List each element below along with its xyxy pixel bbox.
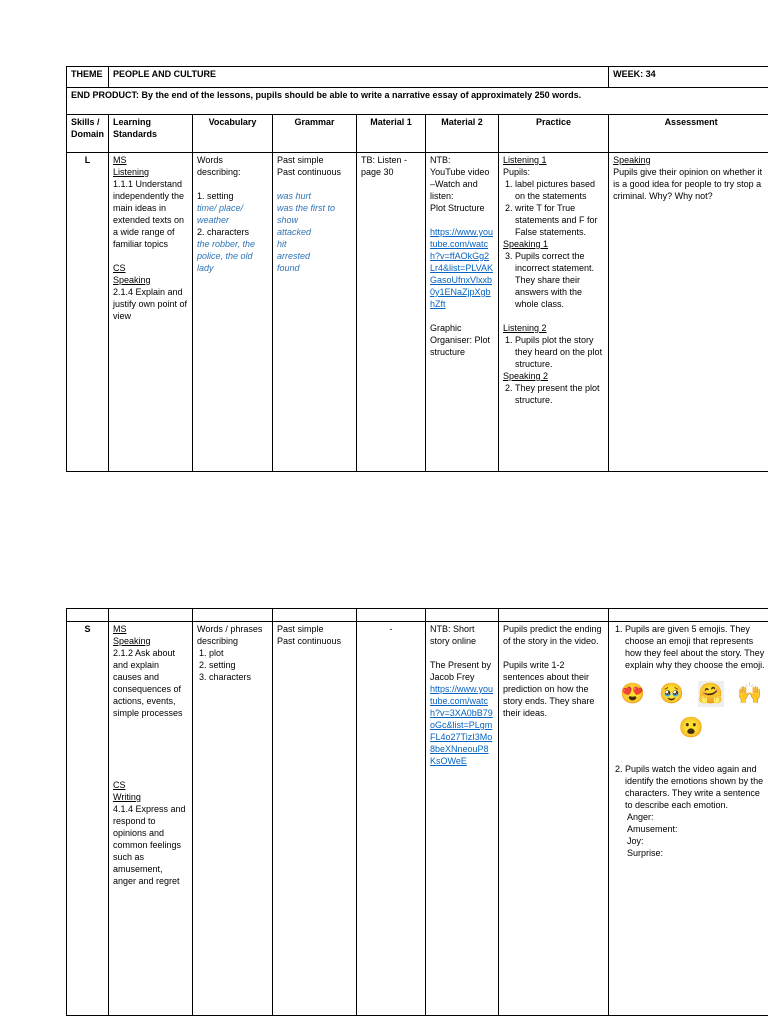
lesson-table-1 <box>66 66 768 472</box>
youtube-link[interactable]: https://www.youtube.com/watch?v=3XA0bB79oGc&list=PLgmFL4o27TizI3Mo8beXNneouP8KsOWeE <box>430 684 494 766</box>
header-grammar: Grammar <box>273 115 357 153</box>
vocab-item: 1. plot <box>209 647 268 659</box>
empty-header-cell <box>426 609 499 622</box>
header-learning-standards: Learning Standards <box>109 115 193 153</box>
practice-heading-listening-1: Listening 1 <box>503 155 547 165</box>
ms-standard: 2.1.2 Ask about and explain causes and consequences of actions, events, simple processes <box>113 648 183 718</box>
material-2-ntb: NTB: <box>430 155 451 165</box>
grammar-example: hit <box>277 239 287 249</box>
header-practice: Practice <box>499 115 609 153</box>
vocab-item: 3. characters <box>209 671 268 683</box>
vocab-item-1-examples: time/ place/ weather <box>197 203 244 225</box>
grammar-cell <box>273 622 357 1016</box>
practice-heading-speaking-1: Speaking 1 <box>503 239 549 249</box>
material-2-cell <box>426 622 499 1016</box>
empty-header-cell <box>273 609 357 622</box>
practice-cell <box>499 622 609 1016</box>
assessment-heading: Speaking <box>613 155 651 165</box>
cs-label: CS <box>113 780 126 790</box>
practice-text-1: Pupils predict the ending of the story in the video. <box>503 624 602 646</box>
grammar-line-2: Past continuous <box>277 167 342 177</box>
vocab-item-2-examples: the robber, the police, the old lady <box>197 239 256 273</box>
grammar-line-1: Past simple <box>277 155 324 165</box>
material-2-cell <box>426 153 499 472</box>
empty-header-cell <box>499 609 609 622</box>
header-material-2: Material 2 <box>426 115 499 153</box>
empty-header-cell <box>193 609 273 622</box>
assessment-cell <box>609 153 768 472</box>
header-assessment: Assessment <box>609 115 768 153</box>
practice-item: 2. They present the plot structure. <box>515 382 604 406</box>
grammar-example: attacked <box>277 227 312 237</box>
grammar-example: found <box>277 263 300 273</box>
end-product: END PRODUCT: By the end of the lessons, pupils should be able to write a narrative essay of approximately 250 words. <box>67 88 768 115</box>
cs-label: CS <box>113 263 126 273</box>
hugging-face-emoji-icon: 🤗 <box>698 683 723 705</box>
material-2-topic: Plot Structure <box>430 203 485 213</box>
assessment-text: Pupils give their opinion on whether it is a good idea for people to try stop a criminal. Why? Why not? <box>613 167 763 201</box>
surprised-face-emoji-icon: 😮 <box>678 717 704 739</box>
practice-heading-speaking-2: Speaking 2 <box>503 371 549 381</box>
practice-text-2: Pupils write 1-2 sentences about their prediction on how the story ends. They share their ideas. <box>503 660 595 718</box>
emotion-label: Anger: <box>627 812 654 822</box>
cs-standard: 2.1.4 Explain and justify own point of view <box>113 287 188 321</box>
header-skills: Skills / Domain <box>67 115 109 153</box>
assessment-item: 2. Pupils watch the video again and identify the emotions shown by the characters. They write a sentence to describe each emotion. <box>625 763 768 811</box>
theme-value: PEOPLE AND CULTURE <box>109 67 609 88</box>
practice-pupils: Pupils: <box>503 167 531 177</box>
vocabulary-cell <box>193 153 273 472</box>
learning-standards-cell <box>109 622 193 1016</box>
material-1-cell: TB: Listen - page 30 <box>357 153 426 472</box>
ms-label: MS <box>113 155 127 165</box>
graphic-organiser: Graphic Organiser: Plot structure <box>430 323 491 357</box>
material-1-cell: - <box>357 622 426 1016</box>
grammar-example: was hurt <box>277 191 312 201</box>
lesson-table-2 <box>66 608 768 1016</box>
grammar-line-1: Past simple <box>277 624 324 634</box>
teary-face-emoji-icon: 🥹 <box>659 683 684 705</box>
grammar-line-2: Past continuous <box>277 636 342 646</box>
material-2-desc: YouTube video –Watch and listen: <box>430 167 490 201</box>
skill-cell: S <box>67 622 109 1016</box>
material-2-title: The Present by Jacob Frey <box>430 660 492 682</box>
emotion-label: Joy: <box>627 836 644 846</box>
empty-header-cell <box>109 609 193 622</box>
practice-heading-listening-2: Listening 2 <box>503 323 547 333</box>
practice-item: 3. Pupils correct the incorrect statement. They share their answers with the whole class. <box>515 250 604 310</box>
header-material-1: Material 1 <box>357 115 426 153</box>
ms-standard: 1.1.1 Understand independently the main ideas in extended texts on a wide range of familiar topics <box>113 179 185 249</box>
ms-skill: Listening <box>113 167 150 177</box>
cs-standard: 4.1.4 Express and respond to opinions and common feelings such as amusement, anger and regret <box>113 804 186 886</box>
vocab-item: 2. setting <box>209 659 268 671</box>
assessment-cell <box>609 622 768 1016</box>
youtube-link[interactable]: https://www.youtube.com/watch?v=ffAOkGg2Lr4&list=PLVAKGasoUfnxVlxxb0y1ENaZjpXgbhZft <box>430 227 494 309</box>
emotion-label: Surprise: <box>627 848 664 858</box>
empty-header-cell <box>67 609 109 622</box>
empty-header-cell <box>609 609 768 622</box>
practice-cell <box>499 153 609 472</box>
heart-eyes-emoji-icon: 😍 <box>620 683 645 705</box>
ms-label: MS <box>113 624 127 634</box>
skill-cell: L <box>67 153 109 472</box>
grammar-example: arrested <box>277 251 311 261</box>
vocab-item-1: 1. setting <box>197 191 234 201</box>
grammar-example: was the first to show <box>277 203 336 225</box>
practice-item: 1. label pictures based on the statements <box>515 178 604 202</box>
week-label: WEEK: 34 <box>609 67 768 88</box>
theme-label: THEME <box>67 67 109 88</box>
learning-standards-cell <box>109 153 193 472</box>
vocabulary-cell <box>193 622 273 1016</box>
practice-item: 1. Pupils plot the story they heard on the plot structure. <box>515 334 604 370</box>
vocab-intro: Words / phrases describing <box>197 624 263 646</box>
header-vocabulary: Vocabulary <box>193 115 273 153</box>
grammar-cell <box>273 153 357 472</box>
emoji-row <box>613 677 768 745</box>
raised-hands-emoji-icon: 🙌 <box>737 683 762 705</box>
practice-item: 2. write T for True statements and F for False statements. <box>515 202 604 238</box>
vocab-item-2: 2. characters <box>197 227 250 237</box>
cs-skill: Speaking <box>113 275 151 285</box>
ms-skill: Speaking <box>113 636 151 646</box>
cs-skill: Writing <box>113 792 141 802</box>
assessment-item: 1. Pupils are given 5 emojis. They choose an emoji that represents how they feel about the story. They explain why they choose the emoji. <box>625 623 768 671</box>
material-2-ntb: NTB: Short story online <box>430 624 477 646</box>
vocab-intro: Words describing: <box>197 155 241 177</box>
empty-header-cell <box>357 609 426 622</box>
emotion-label: Amusement: <box>627 824 678 834</box>
